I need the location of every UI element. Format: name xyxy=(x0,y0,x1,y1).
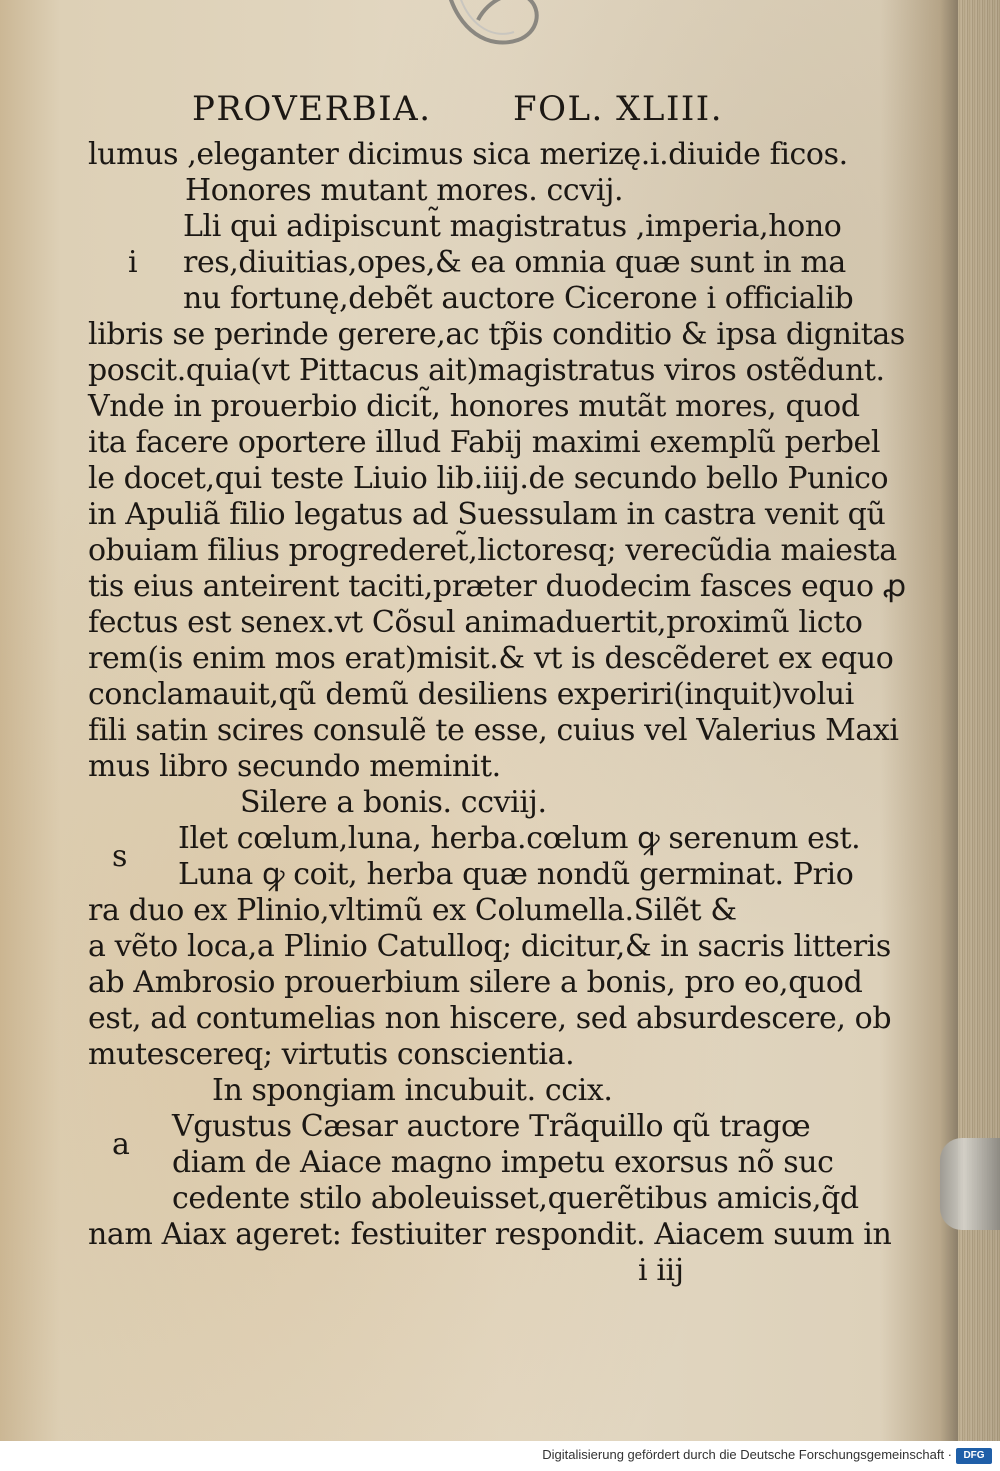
signature-mark: i iij xyxy=(638,1253,684,1288)
initial-guide-letter: a xyxy=(112,1127,130,1162)
section-heading: Silere a bonis. ccviij. xyxy=(240,785,547,820)
text-line: nu fortunę,debẽt auctore Cicerone i officialib xyxy=(183,281,854,316)
text-line: cedente stilo aboleuisset,querẽtibus amicis,q̃d xyxy=(172,1181,859,1216)
text-line: diam de Aiace magno impetu exorsus nõ suc xyxy=(172,1145,834,1180)
text-line: conclamauit,qũ demũ desiliens experiri(inquit)volui xyxy=(88,677,854,712)
text-line: Lli qui adipiscunt̃ magistratus ,imperia,hono xyxy=(183,209,842,244)
section-heading: In spongiam incubuit. ccix. xyxy=(212,1073,613,1108)
text-line: lumus ,eleganter dicimus sica merizę.i.diuide ficos. xyxy=(88,137,848,172)
text-line: mutescereq; virtutis conscientia. xyxy=(88,1037,575,1072)
text-line: mus libro secundo meminit. xyxy=(88,749,501,784)
text-line: nam Aiax ageret: festiuiter respondit. Aiacem suum in xyxy=(88,1217,892,1252)
footer-bar xyxy=(0,1441,1000,1471)
text-line: Vnde in prouerbio dicit̃, honores mutãt mores, quod xyxy=(88,389,860,424)
funding-credit: Digitalisierung gefördert durch die Deutsche Forschungsgemeinschaft · xyxy=(542,1447,952,1462)
text-line: Luna ꝙ coit, herba quæ nondũ germinat. Prio xyxy=(178,857,854,892)
text-line: Vgustus Cæsar auctore Trãquillo qũ tragœ xyxy=(172,1109,811,1144)
text-line: poscit.quia(vt Pittacus ait)magistratus viros ostẽdunt. xyxy=(88,353,885,388)
text-line: rem(is enim mos erat)misit.& vt is descẽderet ex equo xyxy=(88,641,894,676)
text-line: obuiam filius progrederet̃,lictoresq; verecũdia maiesta xyxy=(88,533,897,568)
dfg-logo: DFG xyxy=(956,1448,992,1464)
text-line: in Apuliã filio legatus ad Suessulam in castra venit qũ xyxy=(88,497,886,532)
text-line: res,diuitias,opes,& ea omnia quæ sunt in ma xyxy=(183,245,846,280)
text-line: ita facere oportere illud Fabij maximi exemplũ perbel xyxy=(88,425,881,460)
text-line: a vẽto loca,a Plinio Catulloq; dicitur,& in sacris litteris xyxy=(88,929,891,964)
text-line: ab Ambrosio prouerbium silere a bonis, pro eo,quod xyxy=(88,965,863,1000)
text-line: fectus est senex.vt Cõsul animaduertit,proximũ licto xyxy=(88,605,863,640)
text-line: libris se perinde gerere,ac tp̃is conditio & ipsa dignitas xyxy=(88,317,905,352)
text-line: tis eius anteirent taciti,præter duodecim fasces equo ꝓ xyxy=(88,569,906,604)
running-title: PROVERBIA. xyxy=(192,89,432,129)
text-line: fili satin scires consulẽ te esse, cuius vel Valerius Maxi xyxy=(88,713,899,748)
section-heading: Honores mutant mores. ccvij. xyxy=(185,173,624,208)
text-line: est, ad contumelias non hiscere, sed absurdescere, ob xyxy=(88,1001,892,1036)
initial-guide-letter: i xyxy=(128,245,138,280)
folio-number: FOL. XLIII. xyxy=(513,89,724,129)
text-line: le docet,qui teste Liuio lib.iiij.de secundo bello Punico xyxy=(88,461,889,496)
text-line: ra duo ex Plinio,vltimũ ex Columella.Silẽt & xyxy=(88,893,737,928)
text-line: Ilet cœlum,luna, herba.cœlum ꝙ serenum est. xyxy=(178,821,861,856)
initial-guide-letter: s xyxy=(112,839,128,874)
